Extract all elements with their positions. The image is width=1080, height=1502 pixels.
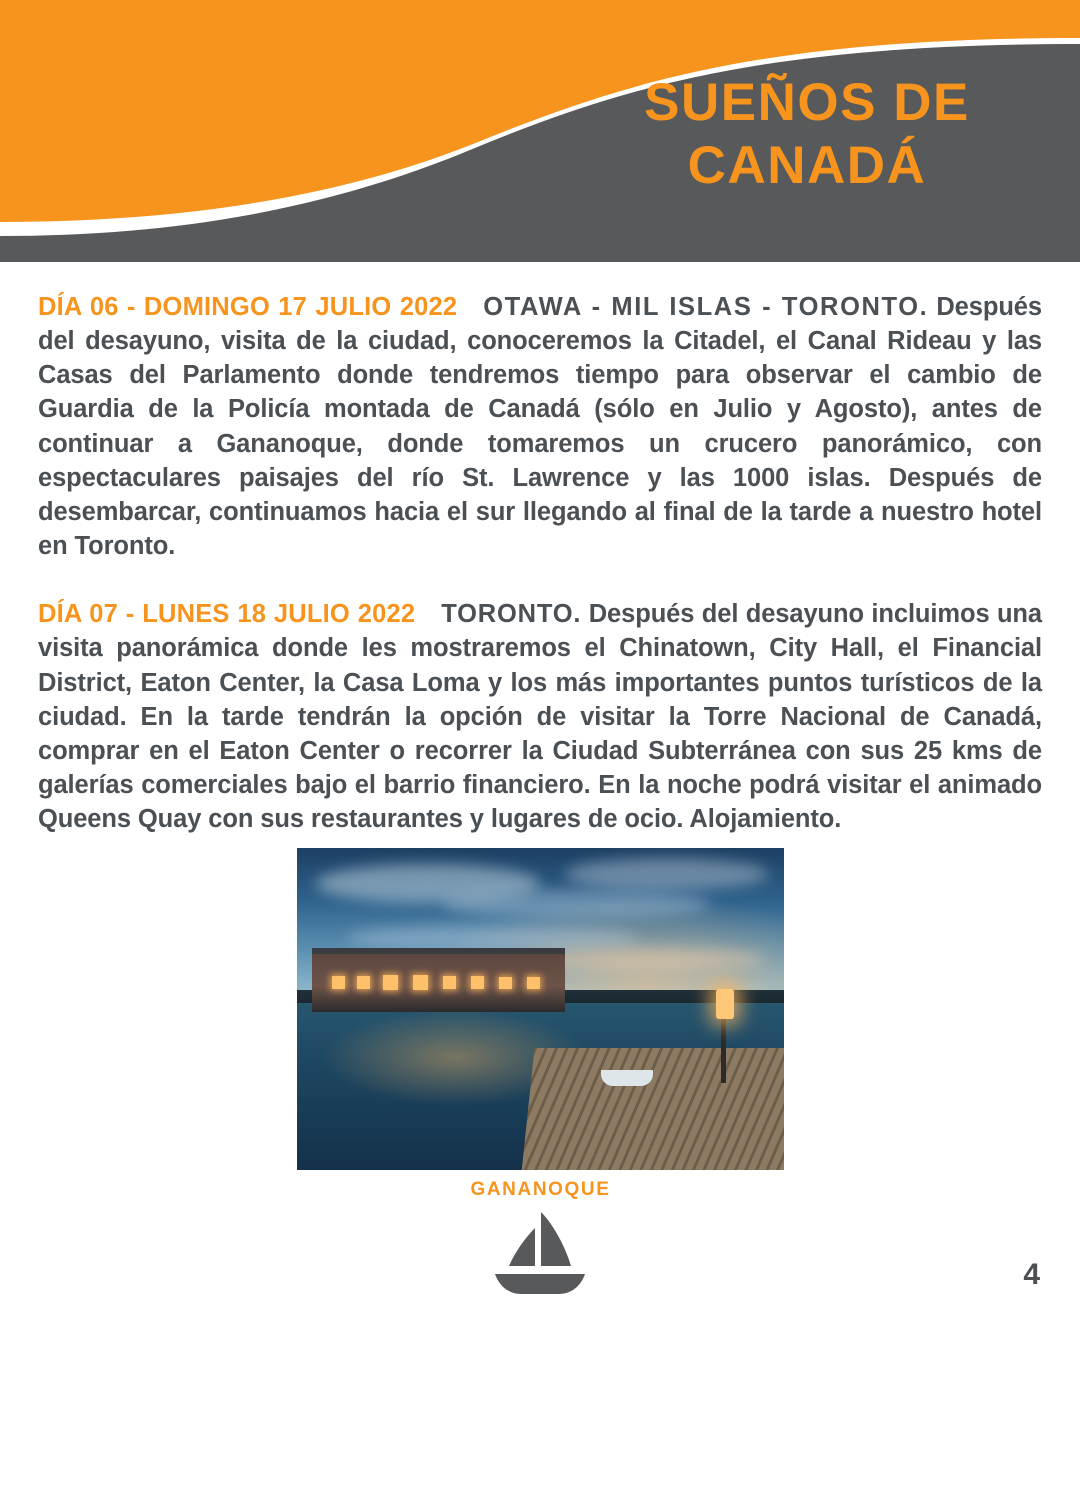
day-07-body-text: Después del desayuno incluimos una visita panorámica donde les mostraremos el Chinatown, City Hall, el Financial District, Eaton Center, la Casa Loma y los más importantes puntos turísticos de la ciudad. En la tarde tendrán la opción de visitar la Torre Nacional de Canadá, comprar en el Eaton Center o recorrer la Ciudad Subterránea con sus 25 kms de galerías comerciales bajo el barrio financiero. En la noche podrá visitar el animado Queens Quay con sus restaurantes y lugares de ocio. Alojamiento. [38, 600, 1042, 834]
photo-cloud [443, 890, 711, 919]
photo-window [383, 975, 398, 990]
photo-window [471, 976, 484, 989]
day-label-07: DÍA 07 - LUNES 18 JULIO 2022 [38, 600, 416, 629]
photo-block [297, 848, 784, 1201]
photo-window [413, 975, 428, 990]
itinerary-content [38, 290, 1042, 864]
photo-caption: GANANOQUE [470, 1179, 611, 1200]
photo-window [357, 976, 370, 989]
page-number: 4 [1023, 1258, 1040, 1291]
photo-boat [601, 1070, 653, 1086]
photo-window [499, 977, 512, 989]
photo-dock [521, 1048, 784, 1170]
itinerary-entry-day-07 [38, 597, 1042, 836]
photo-lamp-light [716, 989, 734, 1019]
route-label-06: OTAWA - MIL ISLAS - TORONTO. [483, 293, 929, 321]
photo-window [443, 976, 456, 989]
photo-window [332, 976, 345, 989]
sailboat-icon [485, 1208, 595, 1300]
photo-cloud [531, 948, 765, 971]
page-title-line-1: SUEÑOS DE [644, 73, 970, 132]
gananoque-photo [297, 848, 784, 1170]
route-label-07: TORONTO. [441, 600, 582, 629]
photo-cloud [565, 858, 770, 890]
day-06-body-text: Después del desayuno, visita de la ciudad, conoceremos la Citadel, el Canal Rideau y las Casas del Parlamento donde tendremos tiempo para observar el cambio de Guardia de la Policía montada de Canadá (sólo en Julio y Agosto), antes de continuar a Gananoque, donde tomaremos un crucero panorámico, con espectaculares paisajes del río St. Lawrence y las 1000 islas. Después de desembarcar, continuamos hacia el sur llegando al final de la tarde a nuestro hotel en Toronto. [38, 293, 1042, 561]
page-title [572, 72, 1042, 197]
photo-window [527, 977, 540, 989]
itinerary-entry-day-06 [38, 290, 1042, 563]
sailboat-icon-wrap [0, 1208, 1080, 1305]
photo-building [312, 954, 565, 1012]
page-header [0, 0, 1080, 262]
page-title-line-2: CANADÁ [687, 135, 927, 195]
photo-lamp-post [721, 1012, 726, 1083]
day-label-06: DÍA 06 - DOMINGO 17 JULIO 2022 [38, 293, 458, 321]
